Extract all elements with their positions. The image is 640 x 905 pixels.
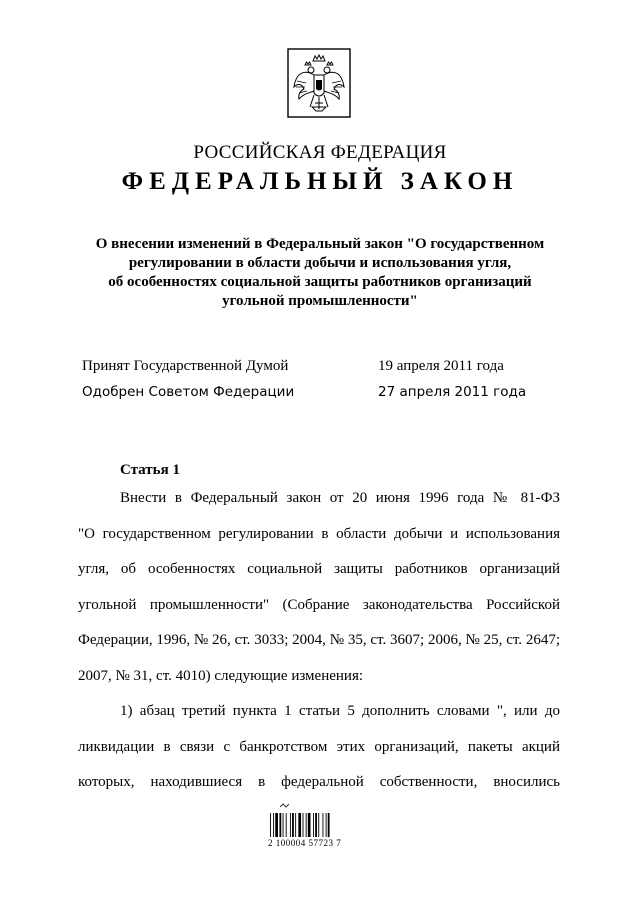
coat-of-arms-icon [286,47,352,119]
body-line: ликвидации в связи с банкротством этих организаций, пакеты акций [78,738,560,755]
council-date: 27 апреля 2011 года [378,384,527,400]
federation-heading: РОССИЙСКАЯ ФЕДЕРАЦИЯ [193,142,447,163]
duma-date: 19 апреля 2011 года [378,358,504,374]
body-line: Федерации, 1996, № 26, ст. 3033; 2004, № 35, ст. 3607; 2006, № 25, ст. 2647; [78,632,560,648]
subject-line: угольной промышленности" [222,293,418,309]
body-line: "О государственном регулировании в области добычи и использования [78,525,560,542]
article-body [78,481,560,801]
subject-line: регулировании в области добычи и использования угля, [128,255,512,271]
subject-line: об особенностях социальной защиты работников организаций [108,274,532,290]
body-line: которых, находившиеся в федеральной собственности, вносились [78,774,560,790]
body-line: Внести в Федеральный закон от 20 июня 1996 года № 81-ФЗ [120,490,560,506]
body-line: 2007, № 31, ст. 4010) следующие изменения: [78,667,364,684]
body-line: угольной промышленности" (Собрание законодательства Российской [78,596,560,613]
law-subject [60,235,580,311]
article-heading: Статья 1 [120,462,180,478]
body-line: угля, об особенностях социальной защиты работников организаций [78,561,560,577]
law-title: ФЕДЕРАЛЬНЫЙ ЗАКОН [121,168,519,195]
duma-label: Принят Государственной Думой [82,358,289,374]
body-line: 1) абзац третий пункта 1 статьи 5 дополнить словами ", или до [120,703,560,719]
subject-line: О внесении изменений в Федеральный закон "О государственном [95,236,545,252]
barcode-number: 2 100004 57723 7 [268,838,342,848]
council-label: Одобрен Советом Федерации [82,384,295,400]
